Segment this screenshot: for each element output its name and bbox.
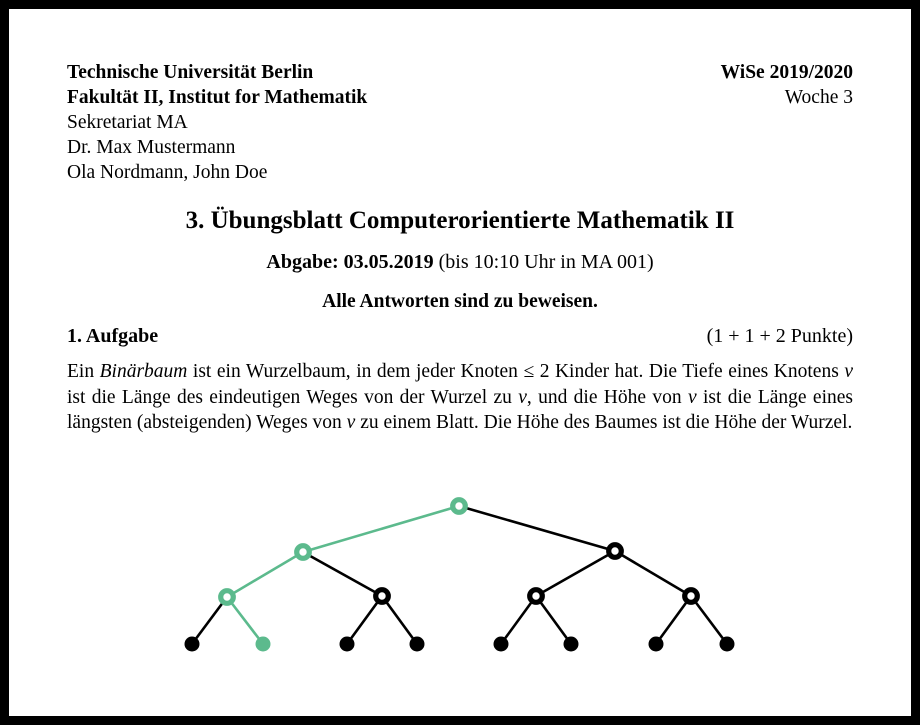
tree-edge xyxy=(347,596,382,644)
tree-edge xyxy=(303,506,459,552)
italic-term: v xyxy=(346,412,356,434)
document-content xyxy=(67,9,853,436)
secretariat-line: Sekretariat MA xyxy=(67,112,188,133)
tree-edge xyxy=(227,597,263,644)
tree-node-l7 xyxy=(649,637,664,652)
tree-edge xyxy=(459,506,615,551)
tree-node-f xyxy=(685,590,698,603)
italic-term: v xyxy=(687,386,697,408)
tree-node-root xyxy=(453,500,466,513)
tree-node-l3 xyxy=(340,637,355,652)
submission-deadline: Abgabe: 03.05.2019 xyxy=(266,251,434,273)
tree-node-c xyxy=(221,591,234,604)
tree-edge xyxy=(192,597,227,644)
exercise-heading xyxy=(67,323,853,349)
faculty-name: Fakultät II, Institut for Mathematik xyxy=(67,87,368,108)
tree-node-d xyxy=(376,590,389,603)
text-segment: , und die Höhe von xyxy=(526,386,688,408)
tree-edge xyxy=(382,596,417,644)
tree-node-l8 xyxy=(720,637,735,652)
tree-node-e xyxy=(530,590,543,603)
italic-term: v xyxy=(844,361,853,382)
tree-node-l6 xyxy=(564,637,579,652)
tree-edge xyxy=(536,596,571,644)
tree-node-a xyxy=(297,546,310,559)
institution-name: Technische Universität Berlin xyxy=(67,62,314,83)
tree-edge xyxy=(227,552,303,597)
tree-node-b xyxy=(609,545,622,558)
text-segment: zu einem Blatt. Die Höhe des Baumes ist die Höhe der Wurzel. xyxy=(355,412,853,434)
notice-line: Alle Antworten sind zu beweisen. xyxy=(322,291,598,312)
tree-node-l1 xyxy=(185,637,200,652)
exercise-points: (1 + 1 + 2 Punkte) xyxy=(706,325,853,347)
tree-edge xyxy=(691,596,727,644)
exercise-label: 1. Aufgabe xyxy=(67,325,159,347)
week-label: Woche 3 xyxy=(784,87,853,108)
tree-edge xyxy=(303,552,382,596)
exercise-text xyxy=(67,359,853,436)
lecturer-name: Dr. Max Mustermann xyxy=(67,137,236,158)
assistant-names: Ola Nordmann, John Doe xyxy=(67,162,268,183)
tree-node-l5 xyxy=(494,637,509,652)
text-segment: ist die Länge des eindeutigen Weges von der Wurzel zu xyxy=(67,386,519,408)
header-right xyxy=(721,60,853,185)
tree-node-l2 xyxy=(256,637,271,652)
submission-details: (bis 10:10 Uhr in MA 001) xyxy=(438,251,654,273)
text-segment: Ein xyxy=(67,361,100,382)
tree-edge xyxy=(656,596,691,644)
italic-term: v xyxy=(518,386,527,408)
sheet-title: 3. Übungsblatt Computerorientierte Mathematik II xyxy=(185,207,735,234)
semester-label: WiSe 2019/2020 xyxy=(720,62,853,83)
text-segment: ist die Länge eines längsten (absteigenden) Weges von xyxy=(67,386,853,434)
tree-edge xyxy=(501,596,536,644)
tree-edge xyxy=(615,551,691,596)
header-left xyxy=(67,60,367,185)
italic-term: Binärbaum xyxy=(99,361,188,382)
tree-node-l4 xyxy=(410,637,425,652)
document-header xyxy=(67,60,853,185)
submission-line xyxy=(67,250,853,275)
text-segment: ist ein Wurzelbaum, in dem jeder Knoten ≤ 2 Kinder hat. Die Tiefe eines Knotens xyxy=(187,361,845,382)
tree-edge xyxy=(536,551,615,596)
